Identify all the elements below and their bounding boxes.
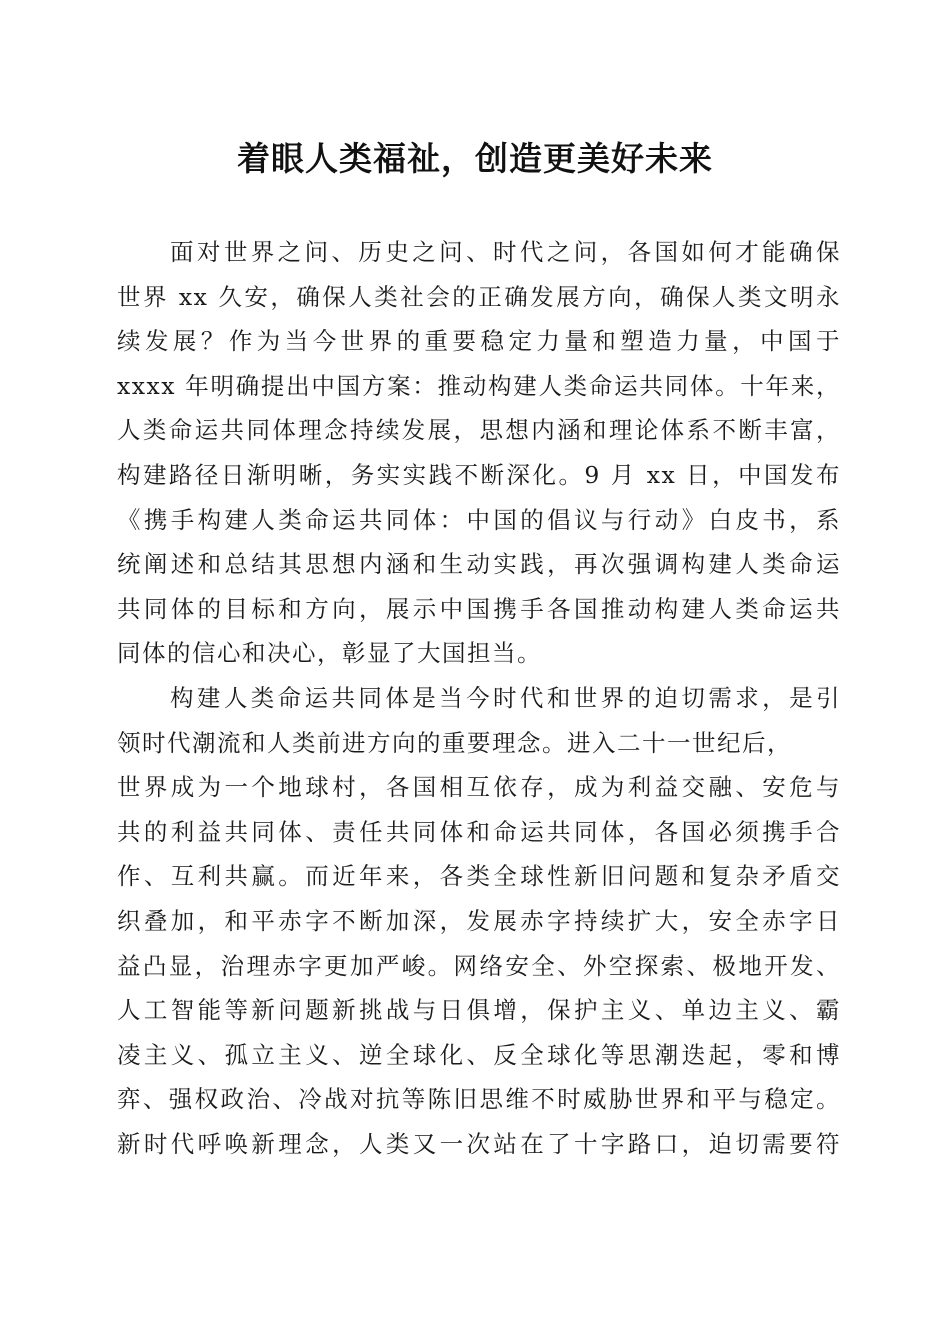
paragraph-line: 织叠加，和平赤字不断加深，发展赤字持续扩大，安全赤字日 xyxy=(117,906,841,935)
paragraph-2 xyxy=(117,676,841,1167)
document-title: 着眼人类福祉，创造更美好未来 xyxy=(237,139,713,178)
paragraph-line: 人类命运共同体理念持续发展，思想内涵和理论体系不断丰富， xyxy=(117,416,841,445)
paragraph-line: 共的利益共同体、责任共同体和命运共同体，各国必须携手合 xyxy=(117,817,841,846)
paragraph-line: 世界成为一个地球村，各国相互依存，成为利益交融、安危与 xyxy=(117,773,841,802)
paragraph-line: 同体的信心和决心，彰显了大国担当。 xyxy=(117,639,542,668)
paragraph-line: 构建路径日渐明晰，务实实践不断深化。9 月 xx 日，中国发布 xyxy=(117,460,841,489)
paragraph-line: 凌主义、孤立主义、逆全球化、反全球化等思潮迭起，零和博 xyxy=(117,1040,841,1069)
paragraph-line: 《携手构建人类命运共同体：中国的倡议与行动》白皮书，系 xyxy=(117,505,841,534)
paragraph-line: 共同体的目标和方向，展示中国携手各国推动构建人类命运共 xyxy=(117,594,841,623)
paragraph-line: 世界 xx 久安，确保人类社会的正确发展方向，确保人类文明永 xyxy=(117,282,841,311)
paragraph-line: xxxx 年明确提出中国方案：推动构建人类命运共同体。十年来， xyxy=(117,371,841,400)
paragraph-line: 面对世界之问、历史之问、时代之问，各国如何才能确保 xyxy=(170,238,841,266)
paragraph-line: 领时代潮流和人类前进方向的重要理念。进入二十一世纪后， xyxy=(117,728,792,757)
paragraph-line: 弈、强权政治、冷战对抗等陈旧思维不时威胁世界和平与稳定。 xyxy=(117,1085,841,1114)
paragraph-line: 新时代呼唤新理念，人类又一次站在了十字路口，迫切需要符 xyxy=(117,1129,841,1158)
paragraph-line: 构建人类命运共同体是当今时代和世界的迫切需求，是引 xyxy=(170,683,841,712)
paragraph-line: 益凸显，治理赤字更加严峻。网络安全、外空探索、极地开发、 xyxy=(117,951,841,980)
paragraph-line: 作、互利共赢。而近年来，各类全球性新旧问题和复杂矛盾交 xyxy=(117,862,841,891)
document-body xyxy=(117,230,841,1166)
paragraph-line: 人工智能等新问题新挑战与日俱增，保护主义、单边主义、霸 xyxy=(117,996,841,1025)
paragraph-line: 续发展？作为当今世界的重要稳定力量和塑造力量，中国于 xyxy=(117,327,841,356)
paragraph-1 xyxy=(117,230,841,676)
paragraph-line: 统阐述和总结其思想内涵和生动实践，再次强调构建人类命运 xyxy=(117,550,841,579)
